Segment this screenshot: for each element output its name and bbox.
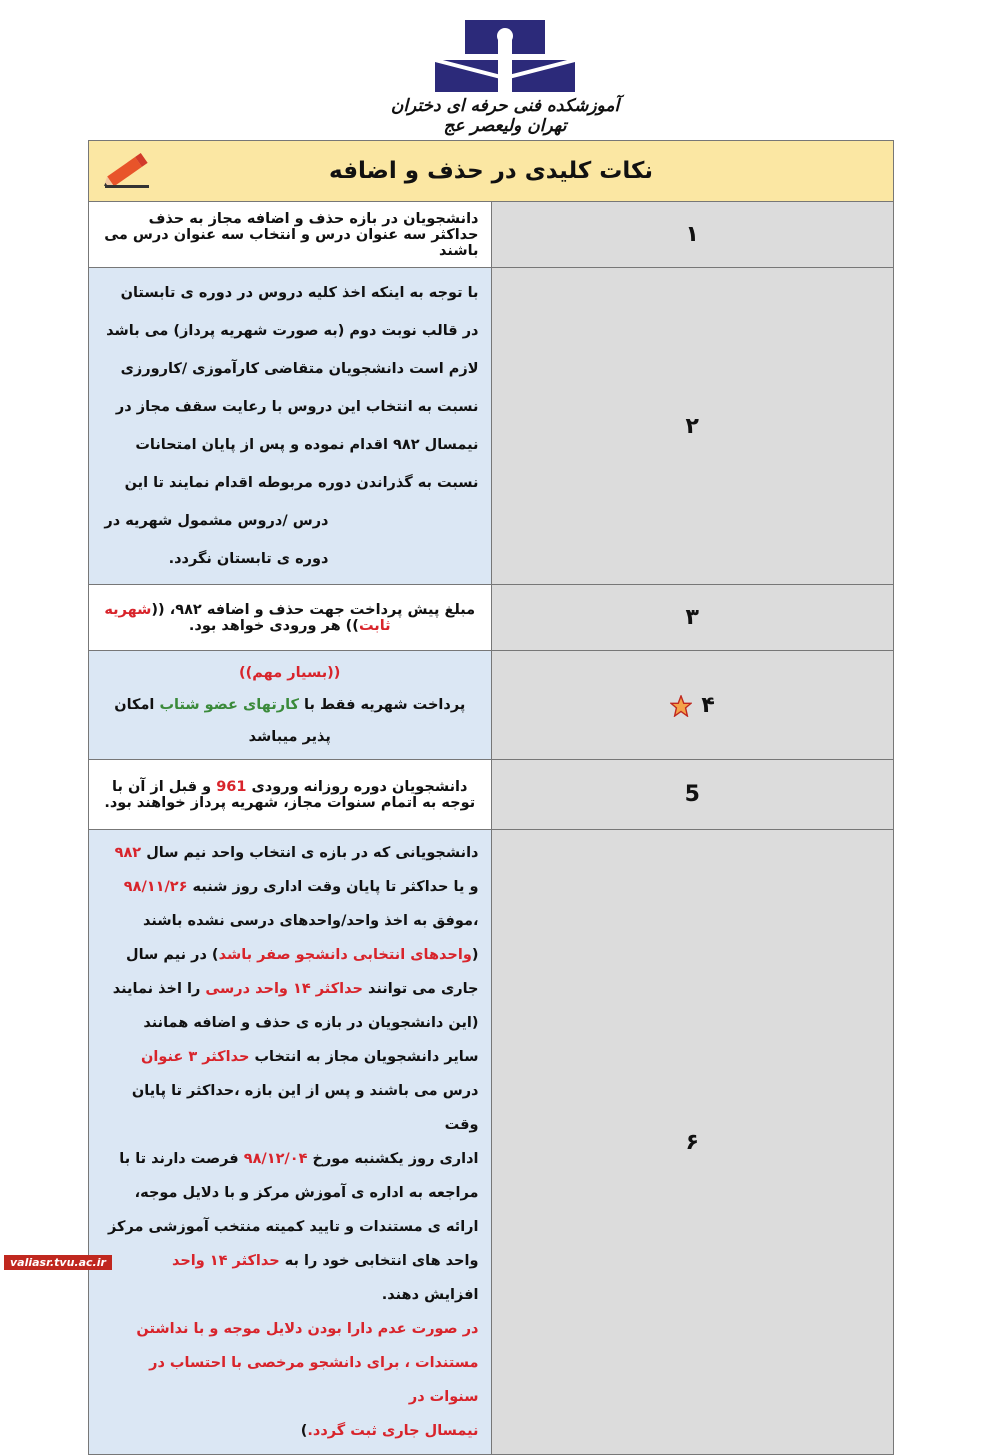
row-text xyxy=(89,651,492,760)
row-number: ۴ xyxy=(701,692,715,718)
logo-emblem xyxy=(430,20,580,94)
row-text-part: ،موفق به اخذ واحد/واحدهای درسی نشده باشند ( xyxy=(143,913,479,963)
row-text xyxy=(89,268,492,585)
row-number: ۳ xyxy=(491,585,894,651)
row-text xyxy=(89,760,492,830)
page-title: نکات کلیدی در حذف و اضافه xyxy=(329,158,653,184)
table-row xyxy=(89,760,894,830)
date-highlight: ۹۸/۱۱/۲۶ xyxy=(123,879,188,895)
logo-caption: آموزشکده فنی حرفه ای دختران تهران ولیعصر عج xyxy=(390,96,620,136)
shetab-card-highlight: کارتهای عضو شتاب xyxy=(159,697,299,713)
row-text-part: ارائه ی مستندات و تایید کمیته منتخب آموزشی مرکز واحد های انتخابی خود را به xyxy=(108,1219,479,1269)
row-paragraph: دانشجویان در بازه حذف و اضافه مجاز به حذف حداکثر سه عنوان درس و انتخاب سه عنوان درس می باشند xyxy=(104,210,479,259)
date-highlight: ۹۸/۱۲/۰۴ xyxy=(243,1151,308,1167)
row-text-part: جاری می توانند xyxy=(362,981,479,997)
row-line: درس /دروس مشمول شهریه در دوره ی تابستان نگردد. xyxy=(104,513,329,567)
title-row xyxy=(89,141,894,202)
row-text xyxy=(89,202,492,268)
logo xyxy=(380,14,630,134)
row-text-part: دانشجویان دوره روزانه ورودی xyxy=(246,778,468,795)
row-text-part: را اخذ نمایند (این دانشجویان در بازه ی حذف و اضافه همانند xyxy=(112,981,479,1031)
pencil-icon xyxy=(99,149,155,191)
table-row xyxy=(89,585,894,651)
very-important-heading: ((بسیار مهم)) xyxy=(239,665,341,681)
row-number: ۲ xyxy=(491,268,894,585)
max-units-highlight: حداکثر ۱۴ واحد xyxy=(171,1253,280,1269)
key-points-table xyxy=(88,140,894,1455)
row-text-part: امکان پذیر میباشد xyxy=(114,697,331,745)
row-line: با توجه به اینکه اخذ کلیه دروس در دوره ی تابستان در قالب نوبت دوم (به صورت شهریه پرداز) می باشد xyxy=(106,285,479,339)
max-courses-highlight: حداکثر ۳ عنوان xyxy=(141,1049,250,1065)
row-text-part: )) هر ورودی خواهد بود. xyxy=(188,617,359,634)
fixed-tuition-highlight: شهریه ثابت xyxy=(104,601,391,634)
row-line xyxy=(101,1142,479,1210)
row-number-cell xyxy=(491,651,894,760)
row-line xyxy=(101,1414,479,1448)
table-row xyxy=(89,202,894,268)
row-text-part: ) xyxy=(300,1423,308,1439)
row-line xyxy=(101,836,479,904)
row-text-part: سایر دانشجویان مجاز به انتخاب xyxy=(249,1049,479,1065)
row-text-part: نیمسال جاری ثبت گردد. xyxy=(307,1423,479,1439)
row-line xyxy=(101,1040,479,1142)
row-text-part: فرصت دارند تا با مراجعه به اداره ی آموزش مرکز و با دلایل موجه، xyxy=(119,1151,479,1201)
row-text-part: و یا حداکثر تا پایان وقت اداری روز شنبه xyxy=(187,879,479,895)
row-text-part: درس می باشند و پس از این بازه ،حداکثر تا پایان وقت xyxy=(131,1083,479,1133)
row-line xyxy=(101,904,479,972)
table-row xyxy=(89,268,894,585)
entry-year-highlight: 961 xyxy=(216,778,247,795)
row-text-part: پرداخت شهریه فقط با xyxy=(299,697,466,713)
row-text-part: ) در نیم سال xyxy=(125,947,219,963)
table-row xyxy=(89,830,894,1455)
semester-highlight: ۹۸۲ xyxy=(114,845,142,861)
row-text-part: مبلغ پیش پرداخت جهت حذف و اضافه ۹۸۲، (( xyxy=(151,601,476,618)
row-paragraph xyxy=(101,689,479,753)
row-line: در صورت عدم دارا بودن دلایل موجه و با نداشتن مستندات ، برای دانشجو مرخصی با احتساب در سنوات در xyxy=(136,1321,479,1405)
footer-url: valiasr.tvu.ac.ir xyxy=(4,1255,112,1270)
row-number: ۶ xyxy=(491,830,894,1455)
star-icon xyxy=(670,695,692,717)
row-line xyxy=(101,972,479,1040)
row-line: لازم است دانشجویان متقاضی کارآموزی /کارورزی نسبت به انتخاب این دروس با رعایت سقف مجاز در xyxy=(115,361,479,415)
row-text xyxy=(89,585,492,651)
row-number: ۱ xyxy=(491,202,894,268)
row-text-part: اداری روز یکشنبه مورخ xyxy=(307,1151,479,1167)
row-line: نیمسال ۹۸۲ اقدام نموده و پس از پایان امتحانات نسبت به گذراندن دوره مربوطه اقدام نمایند تا این xyxy=(124,437,479,491)
row-number: 5 xyxy=(491,760,894,830)
row-line: افزایش دهند. xyxy=(381,1287,479,1303)
row-line xyxy=(101,1210,479,1278)
row-text-part: دانشجویانی که در بازه ی انتخاب واحد نیم سال xyxy=(141,845,479,861)
row-text-part: و قبل از آن با توجه به اتمام سنوات مجاز، شهریه پرداز خواهند بود. xyxy=(104,778,476,811)
max-units-highlight: حداکثر ۱۴ واحد درسی xyxy=(205,981,363,997)
zero-units-highlight: واحدهای انتخابی دانشجو صفر باشد xyxy=(218,947,472,963)
table-row xyxy=(89,651,894,760)
row-text xyxy=(89,830,492,1455)
title-cell xyxy=(89,141,894,202)
